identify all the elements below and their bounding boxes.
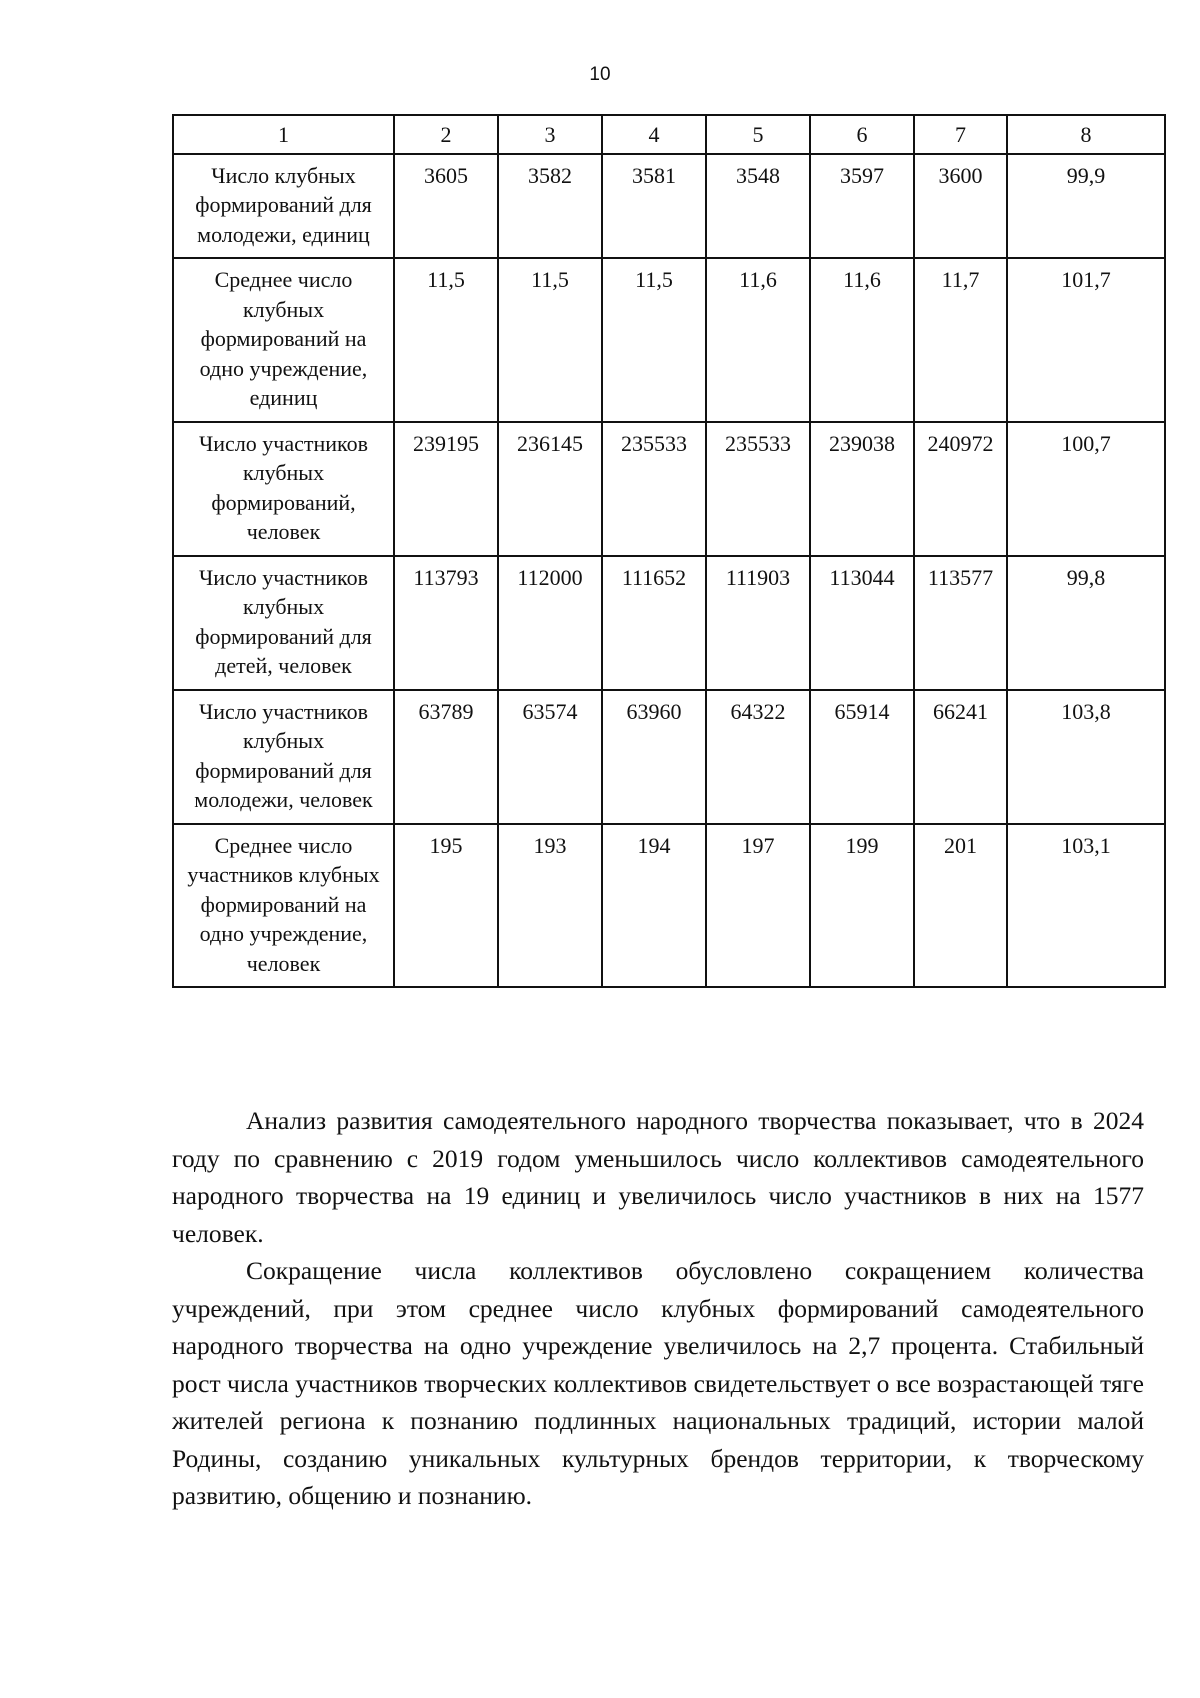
table-cell: 99,9 <box>1007 154 1165 259</box>
column-number-header: 8 <box>1007 115 1165 154</box>
table-row <box>173 824 1165 988</box>
paragraph: Анализ развития самодеятельного народного творчества показывает, что в 2024 году по сравнению с 2019 годом уменьшилось число коллективов самодеятельного народного творчества на 19 единиц и увеличилось число участников в них на 1577 человек. <box>172 1106 1144 1248</box>
table-cell: 239195 <box>394 422 498 556</box>
table-cell: 11,7 <box>914 258 1007 422</box>
table-cell: 11,5 <box>394 258 498 422</box>
statistics-table <box>172 114 1166 988</box>
table-cell: 63960 <box>602 690 706 824</box>
table-cell: 64322 <box>706 690 810 824</box>
paragraph: Сокращение числа коллективов обусловлено сокращением количества учреждений, при этом среднее число клубных формирований самодеятельного народного творчества на одно учреждение увеличилось на 2,7 процента. Стабильный рост числа участников творческих коллективов свидетельствует о все возрастающей тяге жителей региона к познанию подлинных национальных традиций, истории малой Родины, созданию уникальных культурных брендов территории, к творческому развитию, общению и познанию. <box>172 1256 1144 1510</box>
table-cell: 63574 <box>498 690 602 824</box>
column-number-header: 6 <box>810 115 914 154</box>
table-cell: 65914 <box>810 690 914 824</box>
row-label: Среднее число участников клубных формирований на одно учреждение, человек <box>173 824 394 988</box>
column-number-header: 2 <box>394 115 498 154</box>
row-label: Число участников клубных формирований для детей, человек <box>173 556 394 690</box>
table-cell: 113577 <box>914 556 1007 690</box>
table-cell: 193 <box>498 824 602 988</box>
row-label: Число клубных формирований для молодежи, единиц <box>173 154 394 259</box>
table-cell: 103,8 <box>1007 690 1165 824</box>
table-cell: 63789 <box>394 690 498 824</box>
table-cell: 3605 <box>394 154 498 259</box>
row-label: Число участников клубных формирований для молодежи, человек <box>173 690 394 824</box>
table-cell: 103,1 <box>1007 824 1165 988</box>
table-cell: 100,7 <box>1007 422 1165 556</box>
table-cell: 11,5 <box>498 258 602 422</box>
table-cell: 111652 <box>602 556 706 690</box>
table-cell: 3600 <box>914 154 1007 259</box>
table-row <box>173 690 1165 824</box>
table-cell: 240972 <box>914 422 1007 556</box>
table-cell: 101,7 <box>1007 258 1165 422</box>
table-cell: 239038 <box>810 422 914 556</box>
column-number-header: 1 <box>173 115 394 154</box>
table-cell: 99,8 <box>1007 556 1165 690</box>
column-number-header: 7 <box>914 115 1007 154</box>
table-cell: 235533 <box>706 422 810 556</box>
table-cell: 201 <box>914 824 1007 988</box>
table-cell: 113044 <box>810 556 914 690</box>
table-row <box>173 154 1165 259</box>
column-number-header: 4 <box>602 115 706 154</box>
table-cell: 3582 <box>498 154 602 259</box>
column-number-header: 5 <box>706 115 810 154</box>
table-cell: 66241 <box>914 690 1007 824</box>
row-label: Среднее число клубных формирований на одно учреждение, единиц <box>173 258 394 422</box>
row-label: Число участников клубных формирований, человек <box>173 422 394 556</box>
column-number-header: 3 <box>498 115 602 154</box>
body-text <box>172 1102 1144 1515</box>
table-row <box>173 258 1165 422</box>
table-cell: 3581 <box>602 154 706 259</box>
table-cell: 11,6 <box>810 258 914 422</box>
table-cell: 11,6 <box>706 258 810 422</box>
table-cell: 3597 <box>810 154 914 259</box>
table-cell: 11,5 <box>602 258 706 422</box>
table-cell: 194 <box>602 824 706 988</box>
table-cell: 197 <box>706 824 810 988</box>
table-row <box>173 422 1165 556</box>
table-cell: 236145 <box>498 422 602 556</box>
table-cell: 235533 <box>602 422 706 556</box>
page-number: 10 <box>589 64 611 85</box>
table-cell: 113793 <box>394 556 498 690</box>
table-cell: 112000 <box>498 556 602 690</box>
table-cell: 195 <box>394 824 498 988</box>
table-row <box>173 556 1165 690</box>
table-header-row <box>173 115 1165 154</box>
table-cell: 3548 <box>706 154 810 259</box>
table-cell: 111903 <box>706 556 810 690</box>
table-cell: 199 <box>810 824 914 988</box>
